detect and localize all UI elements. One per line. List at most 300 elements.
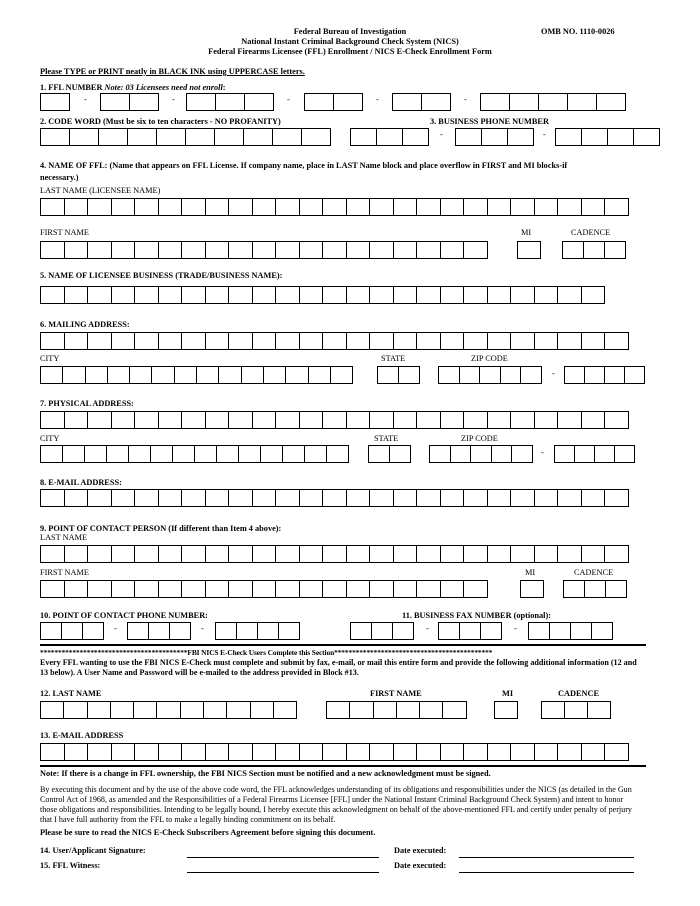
character-box[interactable]	[275, 489, 300, 507]
character-box[interactable]	[396, 701, 420, 719]
character-box[interactable]	[299, 545, 324, 563]
character-box[interactable]	[393, 241, 418, 259]
character-box[interactable]	[480, 622, 502, 640]
character-box[interactable]	[275, 286, 300, 304]
character-box[interactable]	[63, 701, 87, 719]
character-box[interactable]	[134, 286, 159, 304]
character-box[interactable]	[150, 445, 173, 463]
character-box[interactable]	[40, 622, 62, 640]
character-box[interactable]	[487, 545, 512, 563]
character-box[interactable]	[500, 366, 522, 384]
character-box[interactable]	[158, 545, 183, 563]
character-box[interactable]	[98, 128, 128, 146]
character-box[interactable]	[260, 445, 283, 463]
character-box[interactable]	[510, 411, 535, 429]
character-box[interactable]	[322, 198, 347, 216]
character-box[interactable]	[205, 286, 230, 304]
character-box[interactable]	[205, 198, 230, 216]
character-box[interactable]	[369, 241, 394, 259]
character-box[interactable]	[158, 411, 183, 429]
character-box[interactable]	[107, 366, 130, 384]
character-box[interactable]	[517, 241, 541, 259]
character-box[interactable]	[604, 545, 629, 563]
character-box[interactable]	[40, 489, 65, 507]
character-box[interactable]	[463, 332, 488, 350]
character-box[interactable]	[205, 743, 230, 761]
character-box[interactable]	[64, 743, 89, 761]
character-box[interactable]	[273, 701, 297, 719]
character-box[interactable]	[416, 545, 441, 563]
character-box[interactable]	[252, 743, 277, 761]
character-box[interactable]	[438, 366, 460, 384]
character-box[interactable]	[584, 366, 605, 384]
character-box[interactable]	[272, 128, 302, 146]
character-box[interactable]	[377, 366, 399, 384]
character-box[interactable]	[528, 622, 550, 640]
character-box[interactable]	[459, 622, 481, 640]
character-box[interactable]	[203, 701, 227, 719]
applicant-date-line[interactable]	[459, 857, 634, 858]
character-box[interactable]	[564, 366, 585, 384]
character-box[interactable]	[534, 198, 559, 216]
character-box[interactable]	[205, 332, 230, 350]
character-box[interactable]	[40, 366, 63, 384]
character-box[interactable]	[604, 489, 629, 507]
character-box[interactable]	[158, 332, 183, 350]
character-box[interactable]	[299, 286, 324, 304]
character-box[interactable]	[87, 241, 112, 259]
character-box[interactable]	[333, 93, 363, 111]
character-box[interactable]	[594, 445, 615, 463]
character-box[interactable]	[299, 411, 324, 429]
character-box[interactable]	[393, 743, 418, 761]
character-box[interactable]	[218, 366, 241, 384]
character-box[interactable]	[463, 286, 488, 304]
character-box[interactable]	[134, 241, 159, 259]
character-box[interactable]	[587, 701, 611, 719]
character-box[interactable]	[228, 489, 253, 507]
character-box[interactable]	[326, 701, 350, 719]
character-box[interactable]	[557, 332, 582, 350]
character-box[interactable]	[250, 701, 274, 719]
character-box[interactable]	[534, 286, 559, 304]
character-box[interactable]	[480, 93, 510, 111]
character-box[interactable]	[511, 445, 533, 463]
character-box[interactable]	[40, 445, 63, 463]
character-box[interactable]	[64, 580, 89, 598]
character-box[interactable]	[205, 545, 230, 563]
character-box[interactable]	[111, 332, 136, 350]
character-box[interactable]	[534, 743, 559, 761]
character-box[interactable]	[416, 198, 441, 216]
character-box[interactable]	[228, 198, 253, 216]
character-box[interactable]	[181, 580, 206, 598]
character-box[interactable]	[624, 366, 645, 384]
character-box[interactable]	[252, 332, 277, 350]
witness-signature-line[interactable]	[187, 872, 379, 873]
character-box[interactable]	[69, 128, 99, 146]
character-box[interactable]	[574, 445, 595, 463]
character-box[interactable]	[64, 332, 89, 350]
character-box[interactable]	[604, 366, 625, 384]
character-box[interactable]	[564, 701, 588, 719]
character-box[interactable]	[64, 489, 89, 507]
character-box[interactable]	[442, 701, 466, 719]
character-box[interactable]	[82, 622, 104, 640]
character-box[interactable]	[369, 580, 394, 598]
character-box[interactable]	[346, 489, 371, 507]
character-box[interactable]	[604, 198, 629, 216]
character-box[interactable]	[40, 332, 65, 350]
character-box[interactable]	[440, 580, 465, 598]
character-box[interactable]	[215, 93, 245, 111]
character-box[interactable]	[487, 489, 512, 507]
character-box[interactable]	[87, 545, 112, 563]
character-box[interactable]	[181, 332, 206, 350]
character-box[interactable]	[243, 128, 273, 146]
character-box[interactable]	[369, 198, 394, 216]
character-box[interactable]	[64, 198, 89, 216]
character-box[interactable]	[534, 411, 559, 429]
character-box[interactable]	[228, 743, 253, 761]
character-box[interactable]	[604, 241, 626, 259]
character-box[interactable]	[185, 128, 215, 146]
character-box[interactable]	[509, 93, 539, 111]
character-box[interactable]	[87, 580, 112, 598]
character-box[interactable]	[373, 701, 397, 719]
character-box[interactable]	[440, 411, 465, 429]
character-box[interactable]	[299, 332, 324, 350]
character-box[interactable]	[158, 489, 183, 507]
character-box[interactable]	[392, 93, 422, 111]
character-box[interactable]	[440, 286, 465, 304]
character-box[interactable]	[398, 366, 420, 384]
character-box[interactable]	[128, 445, 151, 463]
character-box[interactable]	[111, 545, 136, 563]
character-box[interactable]	[62, 366, 85, 384]
character-box[interactable]	[156, 701, 180, 719]
character-box[interactable]	[346, 332, 371, 350]
character-box[interactable]	[346, 545, 371, 563]
character-box[interactable]	[111, 489, 136, 507]
character-box[interactable]	[110, 701, 134, 719]
character-box[interactable]	[301, 128, 331, 146]
character-box[interactable]	[181, 286, 206, 304]
character-box[interactable]	[275, 580, 300, 598]
character-box[interactable]	[481, 128, 508, 146]
character-box[interactable]	[180, 701, 204, 719]
character-box[interactable]	[87, 743, 112, 761]
character-box[interactable]	[275, 198, 300, 216]
character-box[interactable]	[228, 580, 253, 598]
character-box[interactable]	[491, 445, 513, 463]
character-box[interactable]	[614, 445, 635, 463]
character-box[interactable]	[562, 241, 584, 259]
character-box[interactable]	[487, 332, 512, 350]
character-box[interactable]	[591, 622, 613, 640]
character-box[interactable]	[557, 489, 582, 507]
character-box[interactable]	[440, 743, 465, 761]
character-box[interactable]	[463, 241, 488, 259]
character-box[interactable]	[172, 445, 195, 463]
character-box[interactable]	[215, 622, 237, 640]
character-box[interactable]	[228, 411, 253, 429]
character-box[interactable]	[350, 128, 377, 146]
character-box[interactable]	[581, 489, 606, 507]
character-box[interactable]	[470, 445, 492, 463]
character-box[interactable]	[510, 489, 535, 507]
character-box[interactable]	[129, 366, 152, 384]
character-box[interactable]	[376, 128, 403, 146]
character-box[interactable]	[64, 411, 89, 429]
character-box[interactable]	[322, 411, 347, 429]
character-box[interactable]	[40, 128, 70, 146]
character-box[interactable]	[463, 580, 488, 598]
character-box[interactable]	[346, 286, 371, 304]
character-box[interactable]	[520, 580, 544, 598]
character-box[interactable]	[567, 93, 597, 111]
character-box[interactable]	[393, 286, 418, 304]
character-box[interactable]	[322, 241, 347, 259]
character-box[interactable]	[158, 198, 183, 216]
character-box[interactable]	[275, 545, 300, 563]
character-box[interactable]	[127, 128, 157, 146]
character-box[interactable]	[252, 198, 277, 216]
character-box[interactable]	[127, 622, 149, 640]
character-box[interactable]	[64, 286, 89, 304]
character-box[interactable]	[158, 286, 183, 304]
character-box[interactable]	[252, 411, 277, 429]
character-box[interactable]	[549, 622, 571, 640]
character-box[interactable]	[181, 241, 206, 259]
character-box[interactable]	[148, 622, 170, 640]
character-box[interactable]	[607, 128, 634, 146]
character-box[interactable]	[181, 545, 206, 563]
character-box[interactable]	[534, 545, 559, 563]
character-box[interactable]	[299, 489, 324, 507]
character-box[interactable]	[196, 366, 219, 384]
character-box[interactable]	[581, 332, 606, 350]
character-box[interactable]	[369, 332, 394, 350]
character-box[interactable]	[440, 545, 465, 563]
character-box[interactable]	[326, 445, 349, 463]
character-box[interactable]	[87, 489, 112, 507]
character-box[interactable]	[252, 286, 277, 304]
character-box[interactable]	[252, 545, 277, 563]
character-box[interactable]	[40, 701, 64, 719]
character-box[interactable]	[584, 580, 606, 598]
character-box[interactable]	[389, 445, 411, 463]
character-box[interactable]	[557, 411, 582, 429]
character-box[interactable]	[87, 701, 111, 719]
character-box[interactable]	[87, 198, 112, 216]
character-box[interactable]	[507, 128, 534, 146]
character-box[interactable]	[134, 743, 159, 761]
character-box[interactable]	[346, 743, 371, 761]
character-box[interactable]	[463, 545, 488, 563]
character-box[interactable]	[369, 286, 394, 304]
character-box[interactable]	[106, 445, 129, 463]
character-box[interactable]	[440, 198, 465, 216]
character-box[interactable]	[275, 411, 300, 429]
character-box[interactable]	[304, 445, 327, 463]
character-box[interactable]	[194, 445, 217, 463]
character-box[interactable]	[228, 332, 253, 350]
character-box[interactable]	[555, 128, 582, 146]
character-box[interactable]	[393, 580, 418, 598]
character-box[interactable]	[450, 445, 472, 463]
character-box[interactable]	[416, 411, 441, 429]
character-box[interactable]	[134, 411, 159, 429]
character-box[interactable]	[244, 93, 274, 111]
character-box[interactable]	[429, 445, 451, 463]
character-box[interactable]	[64, 545, 89, 563]
character-box[interactable]	[455, 128, 482, 146]
character-box[interactable]	[371, 622, 393, 640]
character-box[interactable]	[134, 545, 159, 563]
character-box[interactable]	[534, 489, 559, 507]
character-box[interactable]	[393, 411, 418, 429]
character-box[interactable]	[308, 366, 331, 384]
character-box[interactable]	[62, 445, 85, 463]
character-box[interactable]	[205, 580, 230, 598]
character-box[interactable]	[369, 411, 394, 429]
witness-date-line[interactable]	[459, 872, 634, 873]
character-box[interactable]	[421, 93, 451, 111]
character-box[interactable]	[228, 286, 253, 304]
character-box[interactable]	[299, 198, 324, 216]
character-box[interactable]	[64, 241, 89, 259]
character-box[interactable]	[570, 622, 592, 640]
character-box[interactable]	[557, 286, 582, 304]
character-box[interactable]	[510, 743, 535, 761]
character-box[interactable]	[349, 701, 373, 719]
character-box[interactable]	[416, 489, 441, 507]
character-box[interactable]	[85, 366, 108, 384]
character-box[interactable]	[40, 93, 70, 111]
character-box[interactable]	[40, 580, 65, 598]
character-box[interactable]	[541, 701, 565, 719]
character-box[interactable]	[322, 545, 347, 563]
character-box[interactable]	[510, 286, 535, 304]
character-box[interactable]	[392, 622, 414, 640]
character-box[interactable]	[604, 743, 629, 761]
character-box[interactable]	[40, 411, 65, 429]
character-box[interactable]	[282, 445, 305, 463]
character-box[interactable]	[346, 198, 371, 216]
character-box[interactable]	[252, 580, 277, 598]
character-box[interactable]	[304, 93, 334, 111]
character-box[interactable]	[111, 411, 136, 429]
character-box[interactable]	[278, 622, 300, 640]
character-box[interactable]	[134, 198, 159, 216]
character-box[interactable]	[181, 489, 206, 507]
character-box[interactable]	[369, 489, 394, 507]
character-box[interactable]	[87, 411, 112, 429]
character-box[interactable]	[226, 701, 250, 719]
character-box[interactable]	[368, 445, 390, 463]
character-box[interactable]	[134, 580, 159, 598]
character-box[interactable]	[557, 198, 582, 216]
character-box[interactable]	[416, 241, 441, 259]
character-box[interactable]	[134, 489, 159, 507]
character-box[interactable]	[322, 743, 347, 761]
character-box[interactable]	[40, 545, 65, 563]
character-box[interactable]	[416, 332, 441, 350]
character-box[interactable]	[583, 241, 605, 259]
character-box[interactable]	[205, 489, 230, 507]
character-box[interactable]	[158, 580, 183, 598]
character-box[interactable]	[87, 332, 112, 350]
character-box[interactable]	[322, 580, 347, 598]
character-box[interactable]	[111, 580, 136, 598]
character-box[interactable]	[40, 198, 65, 216]
character-box[interactable]	[133, 701, 157, 719]
character-box[interactable]	[520, 366, 542, 384]
character-box[interactable]	[605, 580, 627, 598]
character-box[interactable]	[40, 743, 65, 761]
character-box[interactable]	[463, 743, 488, 761]
character-box[interactable]	[563, 580, 585, 598]
character-box[interactable]	[181, 198, 206, 216]
character-box[interactable]	[158, 743, 183, 761]
character-box[interactable]	[557, 545, 582, 563]
character-box[interactable]	[581, 545, 606, 563]
character-box[interactable]	[275, 743, 300, 761]
character-box[interactable]	[241, 366, 264, 384]
character-box[interactable]	[510, 332, 535, 350]
character-box[interactable]	[463, 489, 488, 507]
character-box[interactable]	[463, 411, 488, 429]
character-box[interactable]	[158, 241, 183, 259]
character-box[interactable]	[393, 489, 418, 507]
character-box[interactable]	[111, 198, 136, 216]
character-box[interactable]	[440, 332, 465, 350]
character-box[interactable]	[61, 622, 83, 640]
character-box[interactable]	[554, 445, 575, 463]
character-box[interactable]	[369, 743, 394, 761]
character-box[interactable]	[538, 93, 568, 111]
character-box[interactable]	[263, 366, 286, 384]
character-box[interactable]	[604, 411, 629, 429]
character-box[interactable]	[402, 128, 429, 146]
character-box[interactable]	[557, 743, 582, 761]
character-box[interactable]	[419, 701, 443, 719]
character-box[interactable]	[440, 241, 465, 259]
character-box[interactable]	[214, 128, 244, 146]
character-box[interactable]	[181, 411, 206, 429]
character-box[interactable]	[604, 332, 629, 350]
character-box[interactable]	[463, 198, 488, 216]
character-box[interactable]	[350, 622, 372, 640]
character-box[interactable]	[581, 128, 608, 146]
character-box[interactable]	[40, 286, 65, 304]
character-box[interactable]	[228, 545, 253, 563]
character-box[interactable]	[252, 489, 277, 507]
character-box[interactable]	[111, 743, 136, 761]
character-box[interactable]	[299, 743, 324, 761]
character-box[interactable]	[186, 93, 216, 111]
character-box[interactable]	[346, 580, 371, 598]
character-box[interactable]	[581, 743, 606, 761]
character-box[interactable]	[322, 489, 347, 507]
character-box[interactable]	[633, 128, 660, 146]
character-box[interactable]	[322, 286, 347, 304]
character-box[interactable]	[285, 366, 308, 384]
character-box[interactable]	[111, 241, 136, 259]
character-box[interactable]	[487, 411, 512, 429]
character-box[interactable]	[487, 198, 512, 216]
